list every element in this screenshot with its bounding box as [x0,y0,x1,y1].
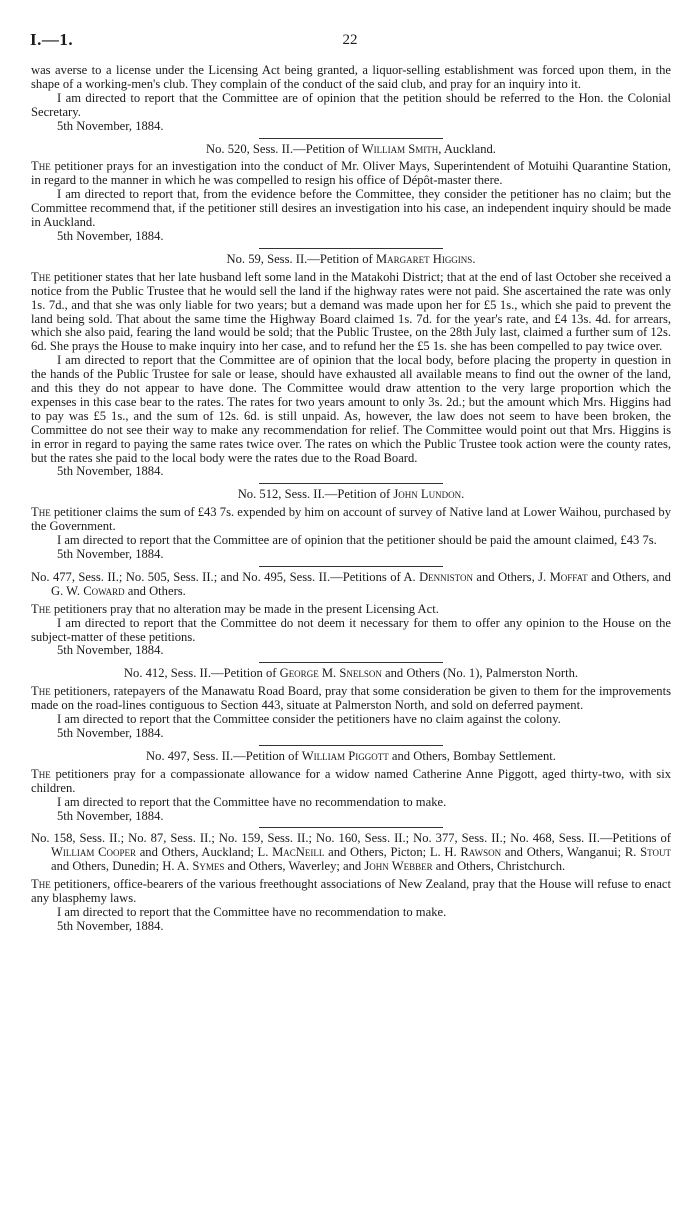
petition-body: The petitioner states that her late husband left some land in the Matakohi District; that at the end of last October she received a notice from the Public Trustee that he would sell the land if the highway rates were not paid. She ascertained the rate was only 1s. 7d., and that she was only liable for two years; but a demand was made upon her for £5 1s., which she paid to prevent the land being sold. That about the same time the Highway Board claimed 1s. 7d. for the year's rate, and £4 13s. 4d. for arrears, which she also paid, fearing the land would be sold; that the Public Trustee, on the 28th July last, claimed a further sum of 12s. 6d. She prays the House to make inquiry into her case, and to refund her the £5 1s. she has been compelled to pay twice over. [31,269,671,354]
report-paragraph: I am directed to report that the Committee are of opinion that the petition should be referred to the Hon. the Colonial Secretary. [31,90,671,119]
report-paragraph: I am directed to report that the Committee have no recommendation to make. [57,904,447,919]
petition-title: No. 497, Sess. II.—Petition of William Piggott and Others, Bombay Settlement. [146,748,556,763]
document-body [31,64,671,934]
report-paragraph: I am directed to report that the Committee are of opinion that the petitioner should be paid the amount claimed, £43 7s. [57,533,657,548]
report-paragraph: I am directed to report that the Committee consider the petitioners have no claim against the colony. [57,712,561,727]
petition-body: The petitioners pray that no alteration may be made in the present Licensing Act. [31,601,439,616]
petition-title: No. 412, Sess. II.—Petition of George M. Snelson and Others (No. 1), Palmerston North. [123,666,579,681]
date-line: 5th November, 1884. [57,808,164,823]
date-line: 5th November, 1884. [57,643,164,658]
petition-title: No. 59, Sess. II.—Petition of Margaret Higgins. [226,251,476,266]
petition-body: The petitioners pray for a compassionate allowance for a widow named Catherine Anne Piggott, aged thirty-two, with six children. [31,766,671,795]
petition-body: The petitioners, office-bearers of the various freethought associations of New Zealand, pray that the House will refuse to enact any blasphemy laws. [31,877,671,906]
date-line: 5th November, 1884. [57,725,164,740]
date-line: 5th November, 1884. [57,464,164,479]
report-paragraph: I am directed to report that the Committee do not deem it necessary for them to offer any opinion to the House on the subject-matter of these petitions. [31,615,671,644]
date-line: 5th November, 1884. [57,228,164,243]
paper-reference: I.—1. [30,30,74,49]
section-divider [259,566,443,567]
section-divider [259,248,443,249]
paragraph: was averse to a license under the Licensing Act being granted, a liquor-selling establishment was forced upon them, in the shape of a working-men's club. They complain of the conduct of the said club, and pray for an inquiry into it. [31,63,671,91]
date-line: 5th November, 1884. [57,547,164,561]
date-line: 5th November, 1884. [57,118,164,133]
petition-title: No. 520, Sess. II.—Petition of William Smith, Auckland. [206,141,496,156]
petition-body: The petitioner claims the sum of £43 7s. expended by him on account of survey of Native land at Lower Waihou, purchased by the Government. [31,505,671,534]
petition-body: The petitioner prays for an investigation into the conduct of Mr. Oliver Mays, Superintendent of Motuihi Quarantine Station, in regard to the manner in which he was compelled to resign his office of Dépôt-master there. [31,159,671,188]
section-divider [259,745,443,746]
petition-body: The petitioners, ratepayers of the Manawatu Road Board, pray that some consideration be given to them for the improvements made on the road-lines contiguous to Section 443, situate at Palmerston North, and sold on deferred payment. [31,684,671,713]
page-header [30,30,670,52]
section-divider [259,662,443,663]
page-number: 22 [342,32,358,48]
section-divider [259,138,443,139]
section-divider [259,483,443,484]
date-line: 5th November, 1884. [57,918,164,933]
petition-title: No. 158, Sess. II.; No. 87, Sess. II.; No. 159, Sess. II.; No. 160, Sess. II.; No. 377, Sess. II.; No. 468, Sess. II.—Petitions of William Cooper and Others, Auckland; L. MacNeill and Others, Picton; L. H. Rawson and Others, Wanganui; R. Stout and Others, Dunedin; H. A. Symes and Others, Waverley; and John Webber and Others, Christchurch. [31,831,671,874]
report-paragraph: I am directed to report that, from the evidence before the Committee, they consider the petitioner has no claim; but the Committee recommend that, if the petitioner still desires an investigation into his case, an independent inquiry should be made in Auckland. [31,187,671,230]
petition-title: No. 477, Sess. II.; No. 505, Sess. II.; and No. 495, Sess. II.—Petitions of A. Denniston and Others, J. Moffat and Others, and G. W. Coward and Others. [31,569,671,598]
report-paragraph: I am directed to report that the Committee have no recommendation to make. [57,794,447,809]
section-divider [259,827,443,828]
petition-title: No. 512, Sess. II.—Petition of John Lundon. [237,487,465,502]
report-paragraph: I am directed to report that the Committee are of opinion that the local body, before placing the property in question in the hands of the Public Trustee for sale or lease, should have exhausted all available means to find out the owner of the land, and this they do not appear to have done. The Committee would draw attention to the very large proportion which the expenses in this case bear to the rates. The rates for two years amount to only 3s. 2d.; but the amount which Mrs. Higgins had to pay was £5 1s., and the sum of 12s. 6d. is still unpaid. As, however, the law does not seem to have been broken, the Committee do not see their way to make any recommendation for relief. The Committee would point out that Mrs. Higgins is in error in regard to paying the same rates twice over. The rates on which the Public Trustee took action were the county rates, but the rates she paid to the local body were the rates due to the Road Board. [31,353,671,465]
